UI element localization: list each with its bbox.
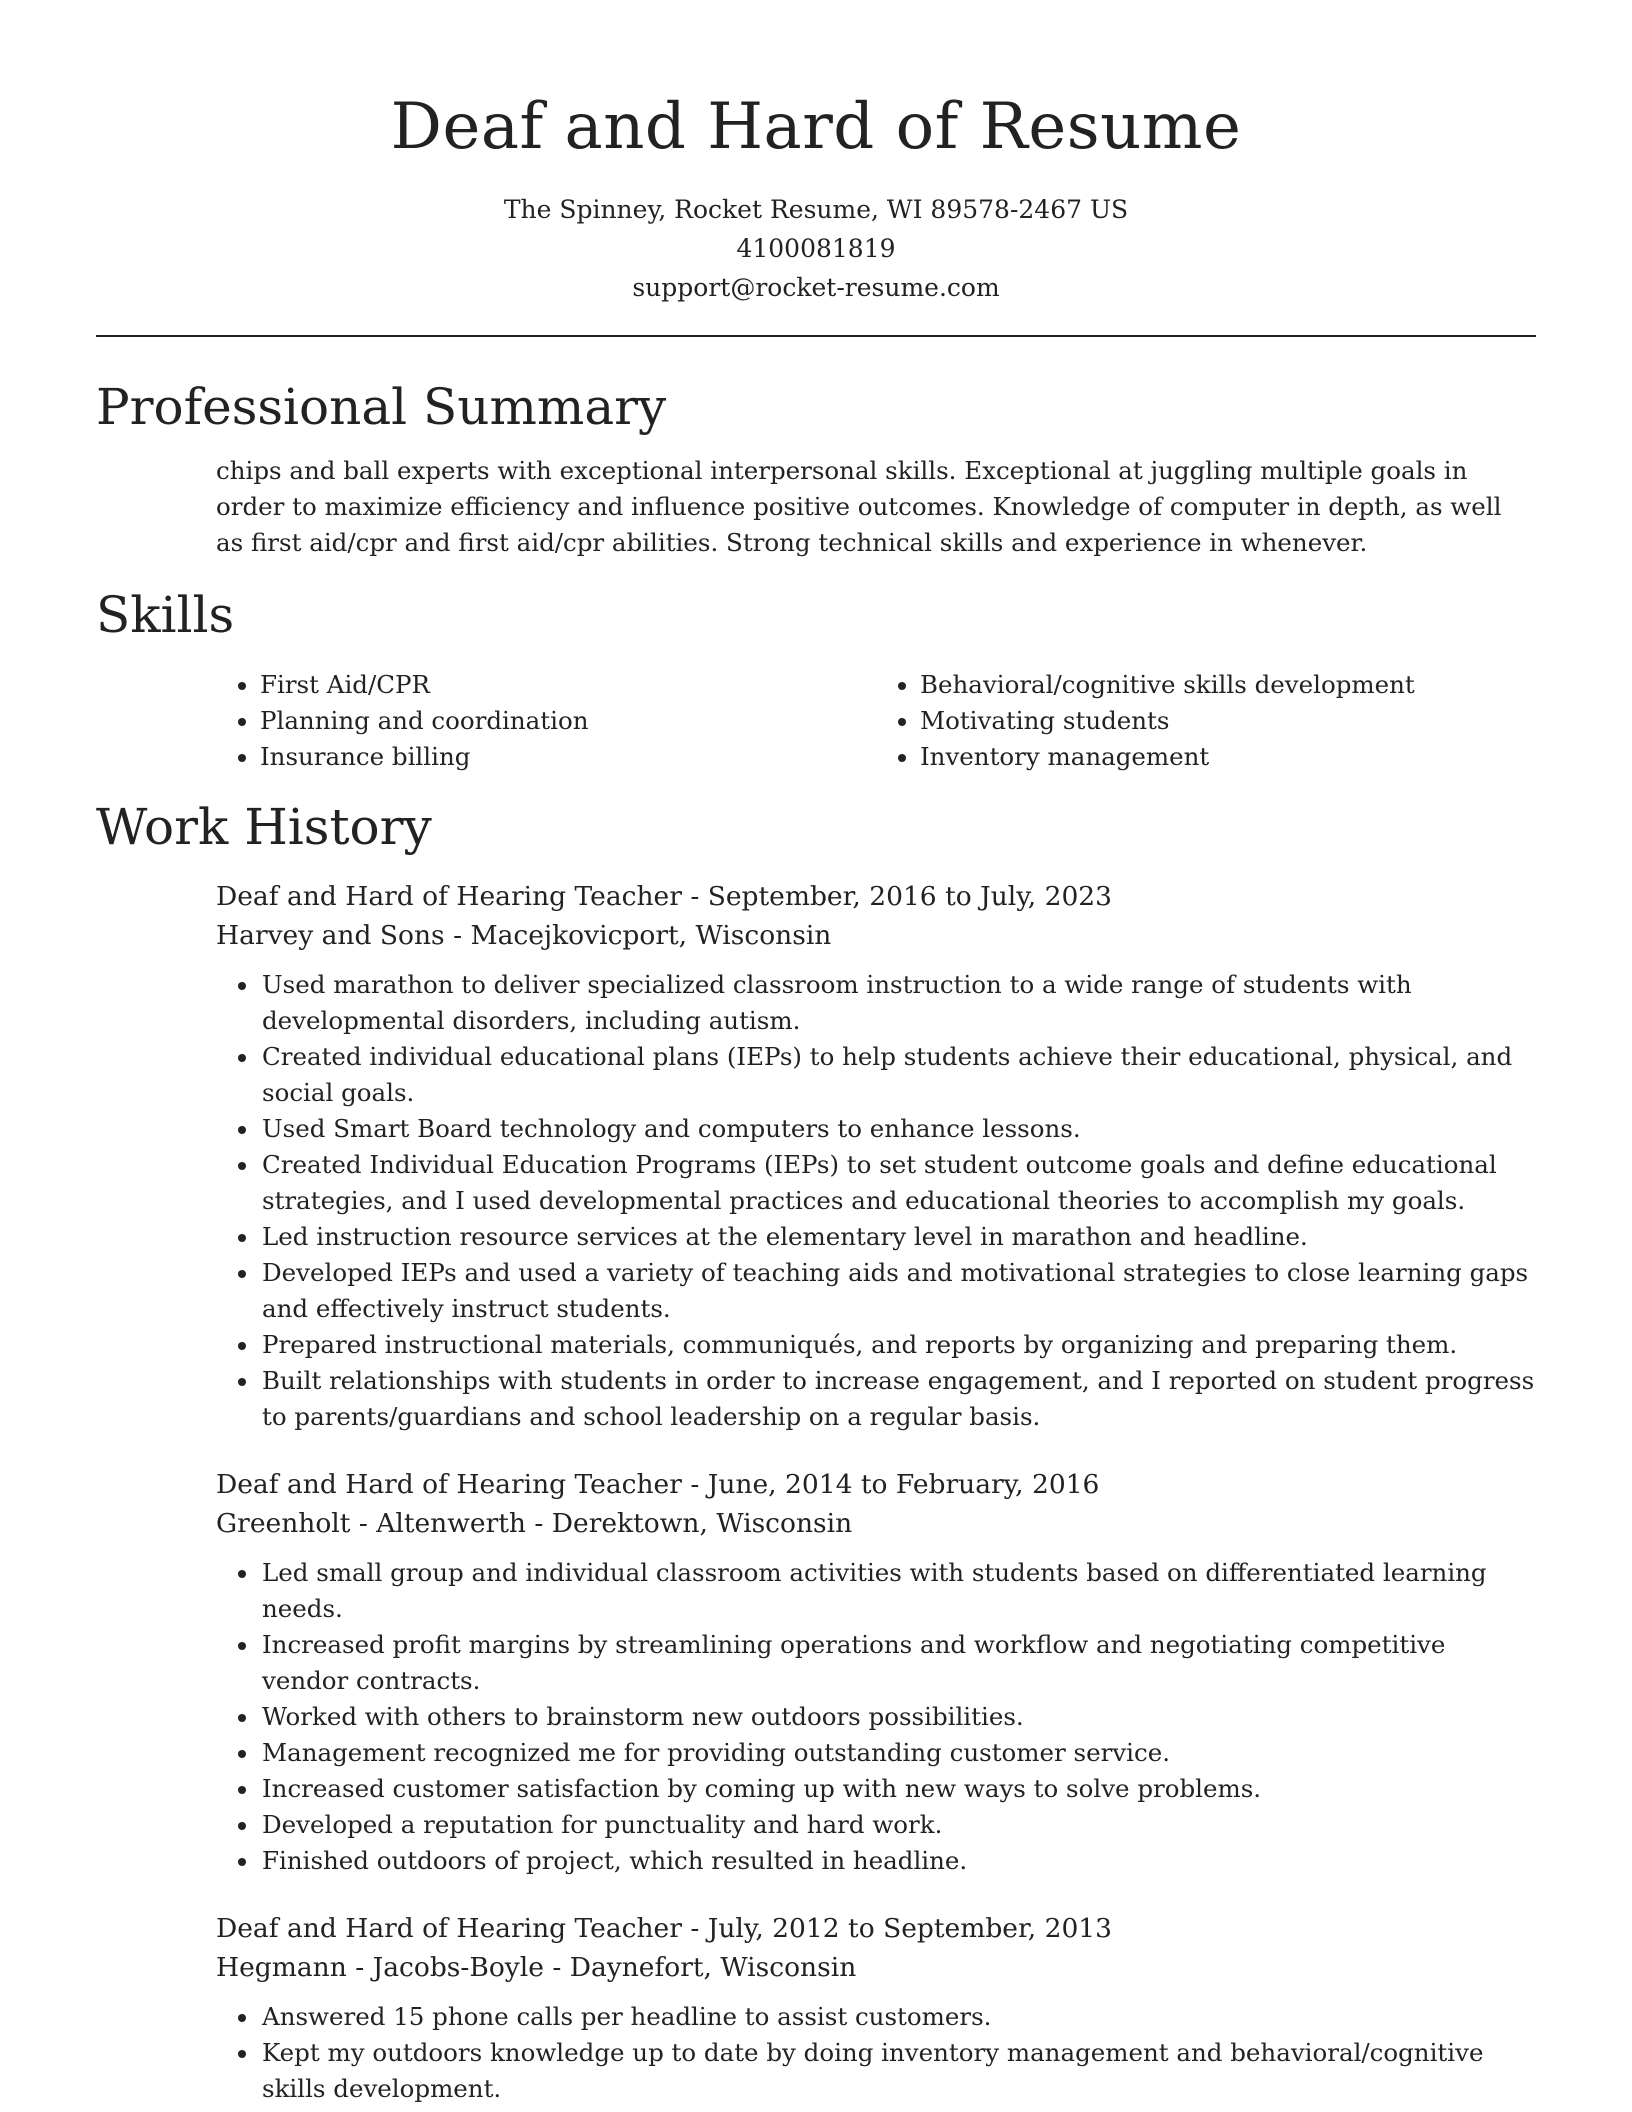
job-title-line: Deaf and Hard of Hearing Teacher - June, 2014 to February, 2016 xyxy=(216,1469,1100,1500)
summary-text: chips and ball experts with exceptional interpersonal skills. Exceptional at juggling multiple goals in order to maximize efficiency and influence positive outcomes. Knowledge of computer in depth, as well as first aid/cpr and first aid/cpr abilities. Strong technical skills and experience in whenever. xyxy=(216,456,1502,557)
resume-name: Deaf and Hard of Resume xyxy=(390,90,1242,164)
job-bullet: • Finished outdoors of project, which resulted in headline. xyxy=(260,1843,1536,1879)
contact-phone: 4100081819 xyxy=(736,234,896,263)
skill-item: • Inventory management xyxy=(920,739,1536,775)
job-bullet: • Used marathon to deliver specialized classroom instruction to a wide range of students with developmental disorders, including autism. xyxy=(260,967,1536,1039)
job-company-line: Harvey and Sons - Macejkovicport, Wisconsin xyxy=(216,920,832,951)
job-bullet: • Kept my outdoors knowledge up to date by doing inventory management and behavioral/cognitive skills development. xyxy=(260,2035,1536,2107)
job-entry xyxy=(216,1465,1536,1879)
job-bullet: • Led small group and individual classroom activities with students based on differentiated learning needs. xyxy=(260,1555,1536,1627)
job-title-line: Deaf and Hard of Hearing Teacher - September, 2016 to July, 2023 xyxy=(216,881,1113,912)
job-bullet: • Increased customer satisfaction by coming up with new ways to solve problems. xyxy=(260,1771,1536,1807)
skill-item: • Planning and coordination xyxy=(260,703,876,739)
contact-address: The Spinney, Rocket Resume, WI 89578-2467 US xyxy=(503,195,1129,224)
resume-page xyxy=(96,0,1536,2107)
header-divider xyxy=(96,335,1536,337)
contact-email: support@rocket-resume.com xyxy=(632,273,1000,302)
job-entry xyxy=(216,877,1536,1435)
job-company-line: Hegmann - Jacobs-Boyle - Daynefort, Wisconsin xyxy=(216,1952,857,1983)
summary-heading: Professional Summary xyxy=(96,378,667,436)
job-company-line: Greenholt - Altenwerth - Derektown, Wisconsin xyxy=(216,1508,853,1539)
job-bullet: • Prepared instructional materials, communiqués, and reports by organizing and preparing them. xyxy=(260,1327,1536,1363)
job-title-line: Deaf and Hard of Hearing Teacher - July, 2012 to September, 2013 xyxy=(216,1913,1113,1944)
job-bullet: • Answered 15 phone calls per headline to assist customers. xyxy=(260,1999,1536,2035)
job-bullet: • Management recognized me for providing outstanding customer service. xyxy=(260,1735,1536,1771)
job-entry xyxy=(216,1909,1536,2107)
job-bullet: • Increased profit margins by streamlining operations and workflow and negotiating competitive vendor contracts. xyxy=(260,1627,1536,1699)
skill-item: • Motivating students xyxy=(920,703,1536,739)
skills-heading: Skills xyxy=(96,586,235,644)
job-bullets xyxy=(216,1555,1536,1879)
job-bullets xyxy=(216,1999,1536,2107)
job-bullet: • Developed a reputation for punctuality and hard work. xyxy=(260,1807,1536,1843)
skills-columns xyxy=(216,667,1536,775)
skills-list-left xyxy=(216,667,876,775)
contact-block xyxy=(96,190,1536,307)
job-bullet: • Built relationships with students in order to increase engagement, and I reported on student progress to parents/guardians and school leadership on a regular basis. xyxy=(260,1363,1536,1435)
job-bullet: • Developed IEPs and used a variety of teaching aids and motivational strategies to close learning gaps and effectively instruct students. xyxy=(260,1255,1536,1327)
skill-item: • First Aid/CPR xyxy=(260,667,876,703)
job-bullet: • Led instruction resource services at the elementary level in marathon and headline. xyxy=(260,1219,1536,1255)
work-history-heading: Work History xyxy=(96,798,432,856)
job-bullets xyxy=(216,967,1536,1435)
job-bullet: • Used Smart Board technology and computers to enhance lessons. xyxy=(260,1111,1536,1147)
job-bullet: • Created Individual Education Programs (IEPs) to set student outcome goals and define educational strategies, and I used developmental practices and educational theories to accomplish my goals. xyxy=(260,1147,1536,1219)
skills-list-right xyxy=(876,667,1536,775)
skill-item: • Insurance billing xyxy=(260,739,876,775)
skill-item: • Behavioral/cognitive skills development xyxy=(920,667,1536,703)
job-bullet: • Created individual educational plans (IEPs) to help students achieve their educational, physical, and social goals. xyxy=(260,1039,1536,1111)
job-bullet: • Worked with others to brainstorm new outdoors possibilities. xyxy=(260,1699,1536,1735)
